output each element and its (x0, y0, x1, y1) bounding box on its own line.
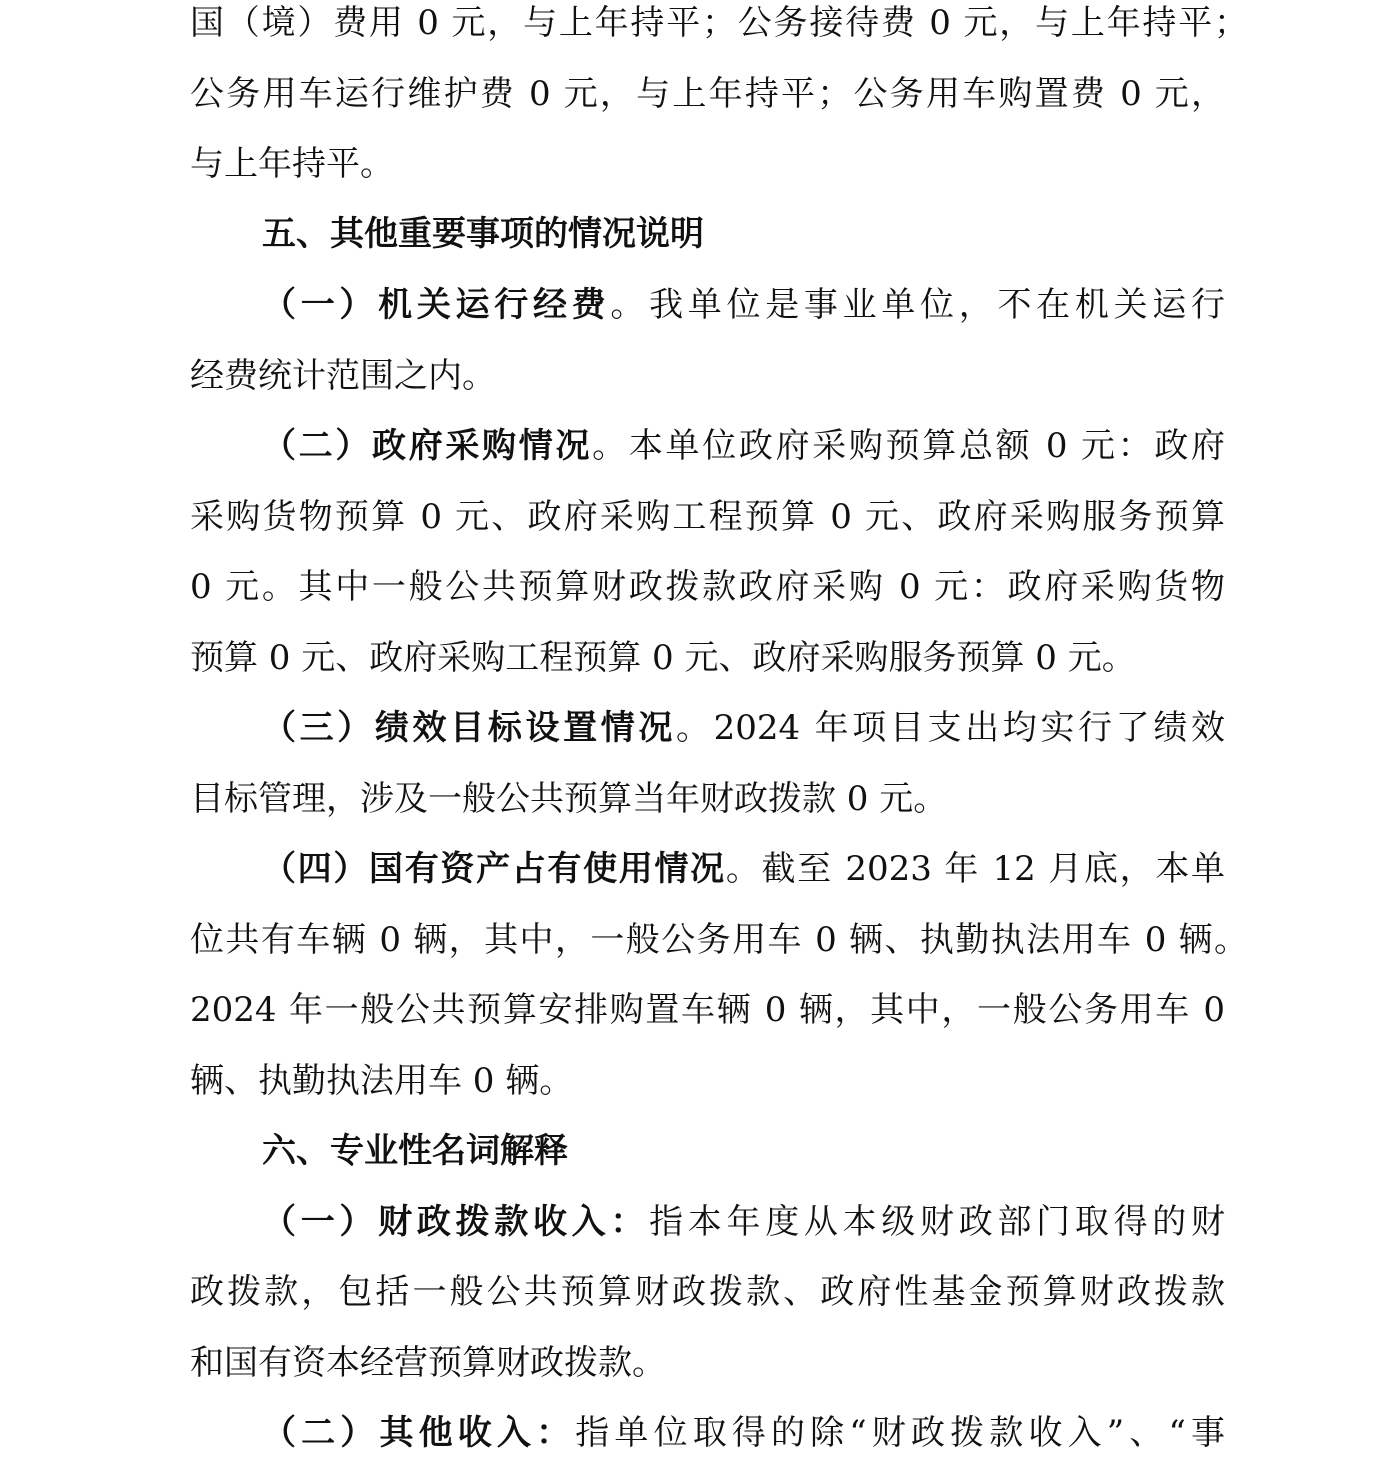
paragraph-first-line (262, 842, 1225, 896)
paragraph-first-line (262, 1195, 1225, 1249)
text-line: 和国有资本经营预算财政拨款。 (190, 1343, 666, 1383)
paragraph-text: 。截至 2023 年 12 月底，本单 (725, 849, 1225, 889)
text-line: 预算 0 元、政府采购工程预算 0 元、政府采购服务预算 0 元。 (190, 638, 1136, 678)
paragraph-lead: （二）政府采购情况 (262, 426, 593, 466)
paragraph-lead: （三）绩效目标设置情况 (262, 708, 677, 748)
paragraph-lead: （四）国有资产占有使用情况 (262, 849, 726, 889)
text-line: 与上年持平。 (190, 144, 394, 184)
section-heading-6: 六、专业性名词解释 (262, 1131, 568, 1171)
paragraph-text: 指单位取得的除“财政拨款收入”、“事 (575, 1413, 1225, 1453)
text-line: 公务用车运行维护费 0 元，与上年持平；公务用车购置费 0 元， (190, 74, 1225, 114)
paragraph-text: 。我单位是事业单位，不在机关运行 (610, 285, 1225, 325)
paragraph-lead: （一）财政拨款收入： (262, 1202, 650, 1242)
paragraph-first-line (262, 1406, 1225, 1460)
paragraph-text: 。本单位政府采购预算总额 0 元：政府 (592, 426, 1226, 466)
paragraph-first-line (262, 278, 1225, 332)
paragraph-lead: （二）其他收入： (262, 1413, 576, 1453)
text-line: 0 元。其中一般公共预算财政拨款政府采购 0 元：政府采购货物 (190, 567, 1225, 607)
paragraph-text: 指本年度从本级财政部门取得的财 (649, 1202, 1226, 1242)
text-line: 辆、执勤执法用车 0 辆。 (190, 1061, 574, 1101)
text-line: 采购货物预算 0 元、政府采购工程预算 0 元、政府采购服务预算 (190, 497, 1225, 537)
paragraph-text: 。2024 年项目支出均实行了绩效 (676, 708, 1225, 748)
paragraph-lead: （一）机关运行经费 (262, 285, 611, 325)
paragraph-first-line (262, 419, 1225, 473)
text-line: 目标管理，涉及一般公共预算当年财政拨款 0 元。 (190, 779, 948, 819)
text-line: 位共有车辆 0 辆，其中，一般公务用车 0 辆、执勤执法用车 0 辆。 (190, 920, 1248, 960)
text-line: 经费统计范围之内。 (190, 356, 496, 396)
text-line: 国（境）费用 0 元，与上年持平；公务接待费 0 元，与上年持平； (190, 3, 1248, 43)
paragraph-first-line (262, 701, 1225, 755)
text-line: 政拨款，包括一般公共预算财政拨款、政府性基金预算财政拨款 (190, 1272, 1225, 1312)
text-line: 2024 年一般公共预算安排购置车辆 0 辆，其中，一般公务用车 0 (190, 990, 1225, 1030)
section-heading-5: 五、其他重要事项的情况说明 (262, 214, 704, 254)
